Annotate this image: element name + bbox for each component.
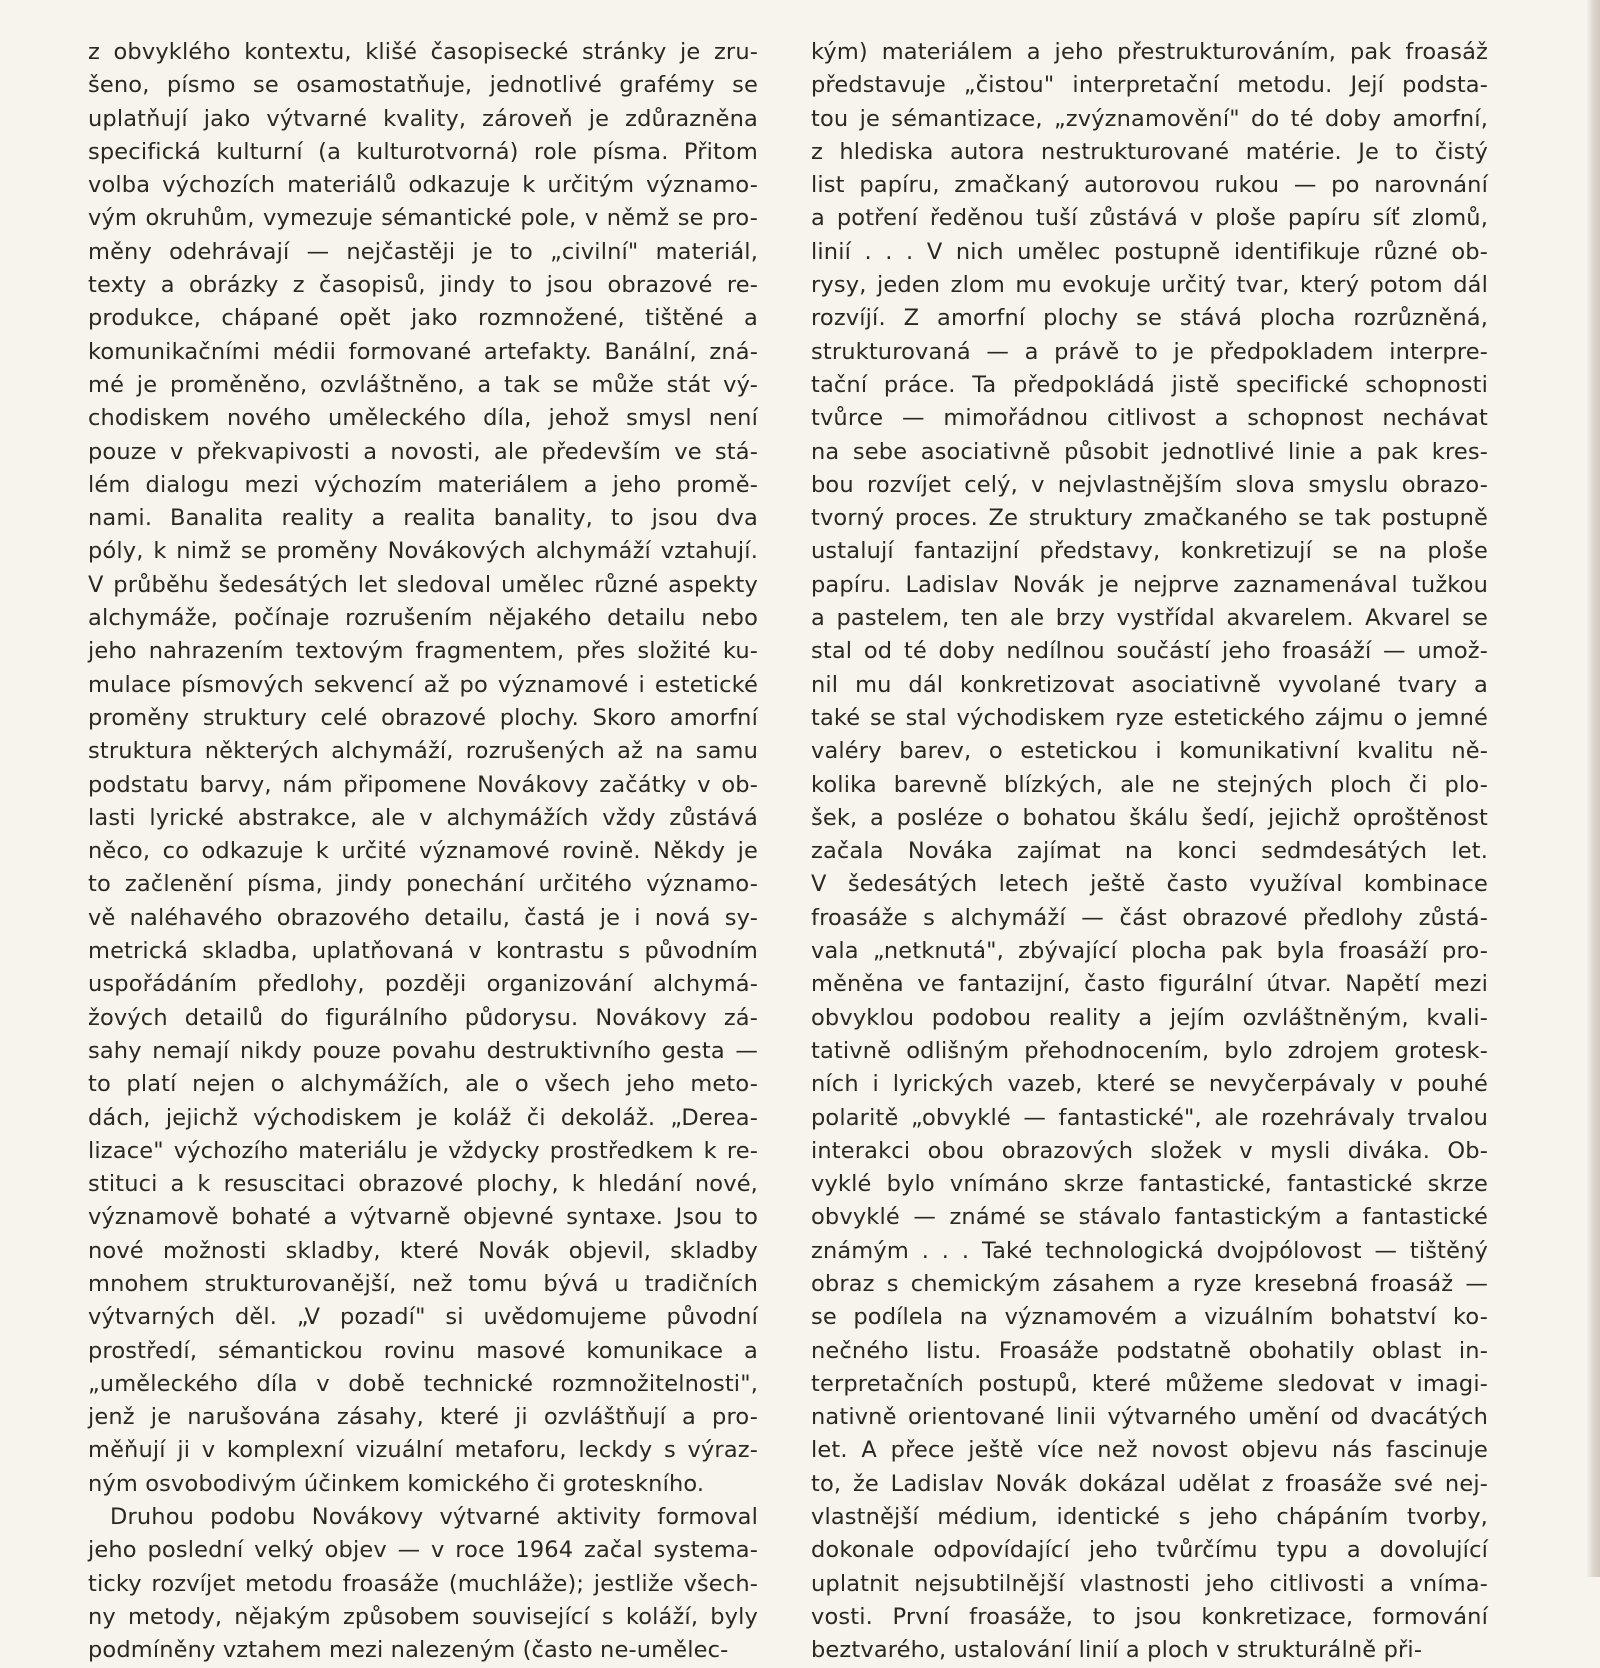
- text-line: texty a obrázky z časopisů, jindy to jsou obrazové re-: [88, 272, 758, 299]
- text-line: vosti. První froasáže, to jsou konkretizace, formování: [811, 1603, 1488, 1630]
- text-line: list papíru, zmačkaný autorovou rukou — po narovnání: [811, 172, 1488, 199]
- text-line: „uměleckého díla v době technické rozmnožitelnosti",: [88, 1370, 758, 1397]
- text-line: beztvarého, ustalování linií a ploch v strukturálně při-: [811, 1637, 1423, 1664]
- text-line: ticky rozvíjet metodu froasáže (muchláže); jestliže všech-: [88, 1570, 758, 1597]
- text-line: uplatnit nejsubtilnější vlastnosti jeho citlivosti a vníma-: [811, 1570, 1488, 1597]
- text-line: se podílela na významovém a vizuálním bohatství ko-: [811, 1304, 1488, 1331]
- text-line: rozvíjí. Z amorfní plochy se stává plocha rozrůzněná,: [811, 305, 1488, 332]
- text-line: stal od té doby nedílnou součástí jeho froasáží — umož-: [811, 638, 1488, 665]
- text-line: volba výchozích materiálů odkazuje k určitým významo-: [88, 172, 758, 199]
- text-line: také se stal východiskem ryze estetického zájmu o jemné: [811, 704, 1488, 731]
- text-line: terpretačních postupů, které můžeme sledovat v imagi-: [811, 1370, 1488, 1397]
- text-line: něco, co odkazuje k určité významové rovině. Někdy je: [88, 838, 758, 865]
- text-line: tvorný proces. Ze struktury zmačkaného se tak postupně: [811, 505, 1488, 532]
- text-line: kým) materiálem a jeho přestrukturováním, pak froasáž: [811, 39, 1488, 65]
- text-line: nečného listu. Froasáže podstatně obohatily oblast in-: [811, 1337, 1488, 1364]
- text-line: obvyklé — známé se stávalo fantastickým a fantastické: [811, 1204, 1488, 1231]
- text-line: jeho nahrazením textovým fragmentem, přes složité ku-: [88, 638, 758, 665]
- text-line: vala „netknutá", zbývající plocha pak byla froasáží pro-: [811, 938, 1488, 965]
- text-line: podmíněny vztahem mezi nalezeným (často ne-umělec-: [88, 1637, 729, 1664]
- text-line: měny odehrávají — nejčastěji je to „civilní" materiál,: [88, 238, 758, 265]
- text-line: lém dialogu mezi výchozím materiálem a jeho promě-: [88, 471, 758, 498]
- text-line: tou je sémantizace, „zvýznamovění" do té doby amorfní,: [811, 105, 1488, 132]
- text-line: prostředí, sémantickou rovinu masové komunikace a: [88, 1337, 758, 1364]
- text-line: vlastnější médium, identické s jeho chápáním tvorby,: [811, 1504, 1488, 1531]
- text-line: to platí nejen o alchymážích, ale o všech jeho meto-: [88, 1071, 758, 1098]
- text-line: na sebe asociativně působit jednotlivé linie a pak kres-: [811, 438, 1488, 465]
- text-line: to začlenění písma, jindy ponechání určitého významo-: [88, 871, 758, 898]
- text-line: V šedesátých letech ještě často využíval kombinace: [811, 871, 1488, 898]
- text-line: nami. Banalita reality a realita banality, to jsou dva: [88, 505, 758, 532]
- text-line: z hlediska autora nestrukturované matérie. Je to čistý: [811, 138, 1488, 165]
- text-line: let. A přece ještě více než novost objevu nás fascinuje: [811, 1437, 1488, 1464]
- text-line: představuje „čistou" interpretační metodu. Její podsta-: [811, 72, 1488, 99]
- text-line: V průběhu šedesátých let sledoval umělec různé aspekty: [88, 571, 758, 598]
- text-line: sahy nemají nikdy pouze povahu destruktivního gesta —: [88, 1037, 758, 1064]
- text-line: mulace písmových sekvencí až po významové i estetické: [88, 671, 758, 698]
- text-line: a pastelem, ten ale brzy vystřídal akvarelem. Akvarel se: [811, 605, 1488, 632]
- text-line: šeno, písmo se osamostatňuje, jednotlivé grafémy se: [88, 72, 758, 99]
- text-line: Druhou podobu Novákovy výtvarné aktivity formoval: [110, 1504, 758, 1531]
- text-line: lizace" výchozího materiálu je vždycky prostředkem k re-: [88, 1137, 758, 1164]
- text-line: dách, jejichž východiskem je koláž či dekoláž. „Derea-: [88, 1104, 758, 1131]
- text-line: známým . . . Také technologická dvojpólovost — tištěný: [811, 1237, 1488, 1264]
- text-line: lasti lyrické abstrakce, ale v alchymážích vždy zůstává: [88, 804, 758, 831]
- text-line: kolika barevně blízkých, ale ne stejných ploch či plo-: [811, 771, 1488, 798]
- text-line: vyklé bylo vnímáno skrze fantastické, fantastické skrze: [811, 1171, 1488, 1198]
- text-line: papíru. Ladislav Novák je nejprve zaznamenával tužkou: [811, 571, 1488, 598]
- text-line: chodiskem nového uměleckého díla, jehož smysl není: [88, 405, 758, 432]
- text-line: polaritě „obvyklé — fantastické", ale rozehrávaly trvalou: [811, 1104, 1488, 1131]
- text-line: výtvarných děl. „V pozadí" si uvědomujeme původní: [88, 1304, 758, 1331]
- text-line: mnohem strukturovanější, než tomu bývá u tradičních: [88, 1270, 758, 1297]
- text-line: to, že Ladislav Novák dokázal udělat z froasáže své nej-: [811, 1470, 1488, 1497]
- text-line: měňují ji v komplexní vizuální metaforu, leckdy s výraz-: [88, 1437, 758, 1464]
- text-line: rysy, jeden zlom mu evokuje určitý tvar, který potom dál: [811, 272, 1488, 299]
- text-line: froasáže s alchymáží — část obrazové předlohy zůstá-: [811, 904, 1488, 931]
- left-text-column: [88, 36, 758, 1668]
- text-line: měněna ve fantazijní, často figurální útvar. Napětí mezi: [811, 971, 1488, 998]
- text-line: proměny struktury celé obrazové plochy. Skoro amorfní: [88, 704, 758, 731]
- text-line: vě naléhavého obrazového detailu, častá je i nová sy-: [88, 904, 758, 931]
- text-line: ny metody, nějakým způsobem související s koláží, byly: [88, 1603, 758, 1630]
- text-line: obraz s chemickým zásahem a ryze kresebná froasáž —: [811, 1270, 1488, 1297]
- text-line: struktura některých alchymáží, rozrušených až na samu: [88, 738, 758, 765]
- text-line: strukturovaná — a právě to je předpokladem interpre-: [811, 338, 1488, 365]
- text-line: ustalují fantazijní představy, konkretizují se na ploše: [811, 538, 1488, 565]
- text-line: nové možnosti skladby, které Novák objevil, skladby: [88, 1237, 758, 1264]
- text-line: jenž je narušována zásahy, které ji ozvláštňují a pro-: [88, 1404, 758, 1431]
- text-line: začala Nováka zajímat na konci sedmdesátých let.: [811, 838, 1488, 865]
- text-line: tativně odlišným přehodnocením, bylo zdrojem grotesk-: [811, 1037, 1488, 1064]
- text-line: pouze v překvapivosti a novosti, ale především ve stá-: [88, 438, 758, 465]
- text-line: metrická skladba, uplatňovaná v kontrastu s původním: [88, 938, 758, 965]
- text-line: významově bohaté a výtvarně objevné syntaxe. Jsou to: [88, 1204, 758, 1231]
- page-edge-shadow: [1586, 0, 1600, 1577]
- text-line: nil mu dál konkretizovat asociativně vyvolané tvary a: [811, 671, 1488, 698]
- text-line: dokonale odpovídající jeho tvůrčímu typu a dovolující: [811, 1537, 1488, 1564]
- text-line: mé je proměněno, ozvláštněno, a tak se může stát vý-: [88, 371, 758, 398]
- text-line: podstatu barvy, nám připomene Novákovy začátky v ob-: [88, 771, 758, 798]
- text-line: interakci obou obrazových složek v mysli diváka. Ob-: [811, 1137, 1488, 1164]
- text-line: šek, a posléze o bohatou škálu šedí, jejichž oproštěnost: [811, 804, 1488, 831]
- text-line: vým okruhům, vymezuje sémantické pole, v němž se pro-: [88, 205, 758, 232]
- text-line: nativně orientované linii výtvarného umění od dvacátých: [811, 1404, 1488, 1431]
- text-line: ným osvobodivým účinkem komického či groteskního.: [88, 1470, 705, 1497]
- text-line: jeho poslední velký objev — v roce 1964 začal systema-: [88, 1537, 758, 1564]
- text-line: póly, k nimž se proměny Novákových alchymáží vztahují.: [88, 538, 758, 565]
- text-line: stituci a k resuscitaci obrazové plochy, k hledání nové,: [88, 1171, 758, 1198]
- text-line: uspořádáním předlohy, později organizování alchymá-: [88, 971, 758, 998]
- text-line: linií . . . V nich umělec postupně identifikuje různé ob-: [811, 238, 1488, 265]
- right-text-column: [811, 36, 1488, 1668]
- text-line: žových detailů do figurálního půdorysu. Novákovy zá-: [88, 1004, 758, 1031]
- text-line: tvůrce — mimořádnou citlivost a schopnost nechávat: [811, 405, 1488, 432]
- text-line: obvyklou podobou reality a jejím ozvláštněným, kvali-: [811, 1004, 1488, 1031]
- text-line: komunikačními médii formované artefakty. Banální, zná-: [88, 338, 758, 365]
- text-line: uplatňují jako výtvarné kvality, zároveň je zdůrazněna: [88, 105, 758, 132]
- text-line: ních i lyrických vazeb, které se nevyčerpávaly v pouhé: [811, 1071, 1488, 1098]
- text-line: specifická kulturní (a kulturotvorná) role písma. Přitom: [88, 138, 758, 165]
- text-line: valéry barev, o estetickou i komunikativní kvalitu ně-: [811, 738, 1488, 765]
- text-line: tační práce. Ta předpokládá jistě specifické schopnosti: [811, 371, 1488, 398]
- text-line: alchymáže, počínaje rozrušením nějakého detailu nebo: [88, 605, 758, 632]
- text-line: z obvyklého kontextu, klišé časopisecké stránky je zru-: [88, 39, 758, 65]
- text-line: produkce, chápané opět jako rozmnožené, tištěné a: [88, 305, 758, 332]
- text-line: bou rozvíjet celý, v nejvlastnějším slova smyslu obrazo-: [811, 471, 1488, 498]
- text-line: a potření ředěnou tuší zůstává v ploše papíru síť zlomů,: [811, 205, 1488, 232]
